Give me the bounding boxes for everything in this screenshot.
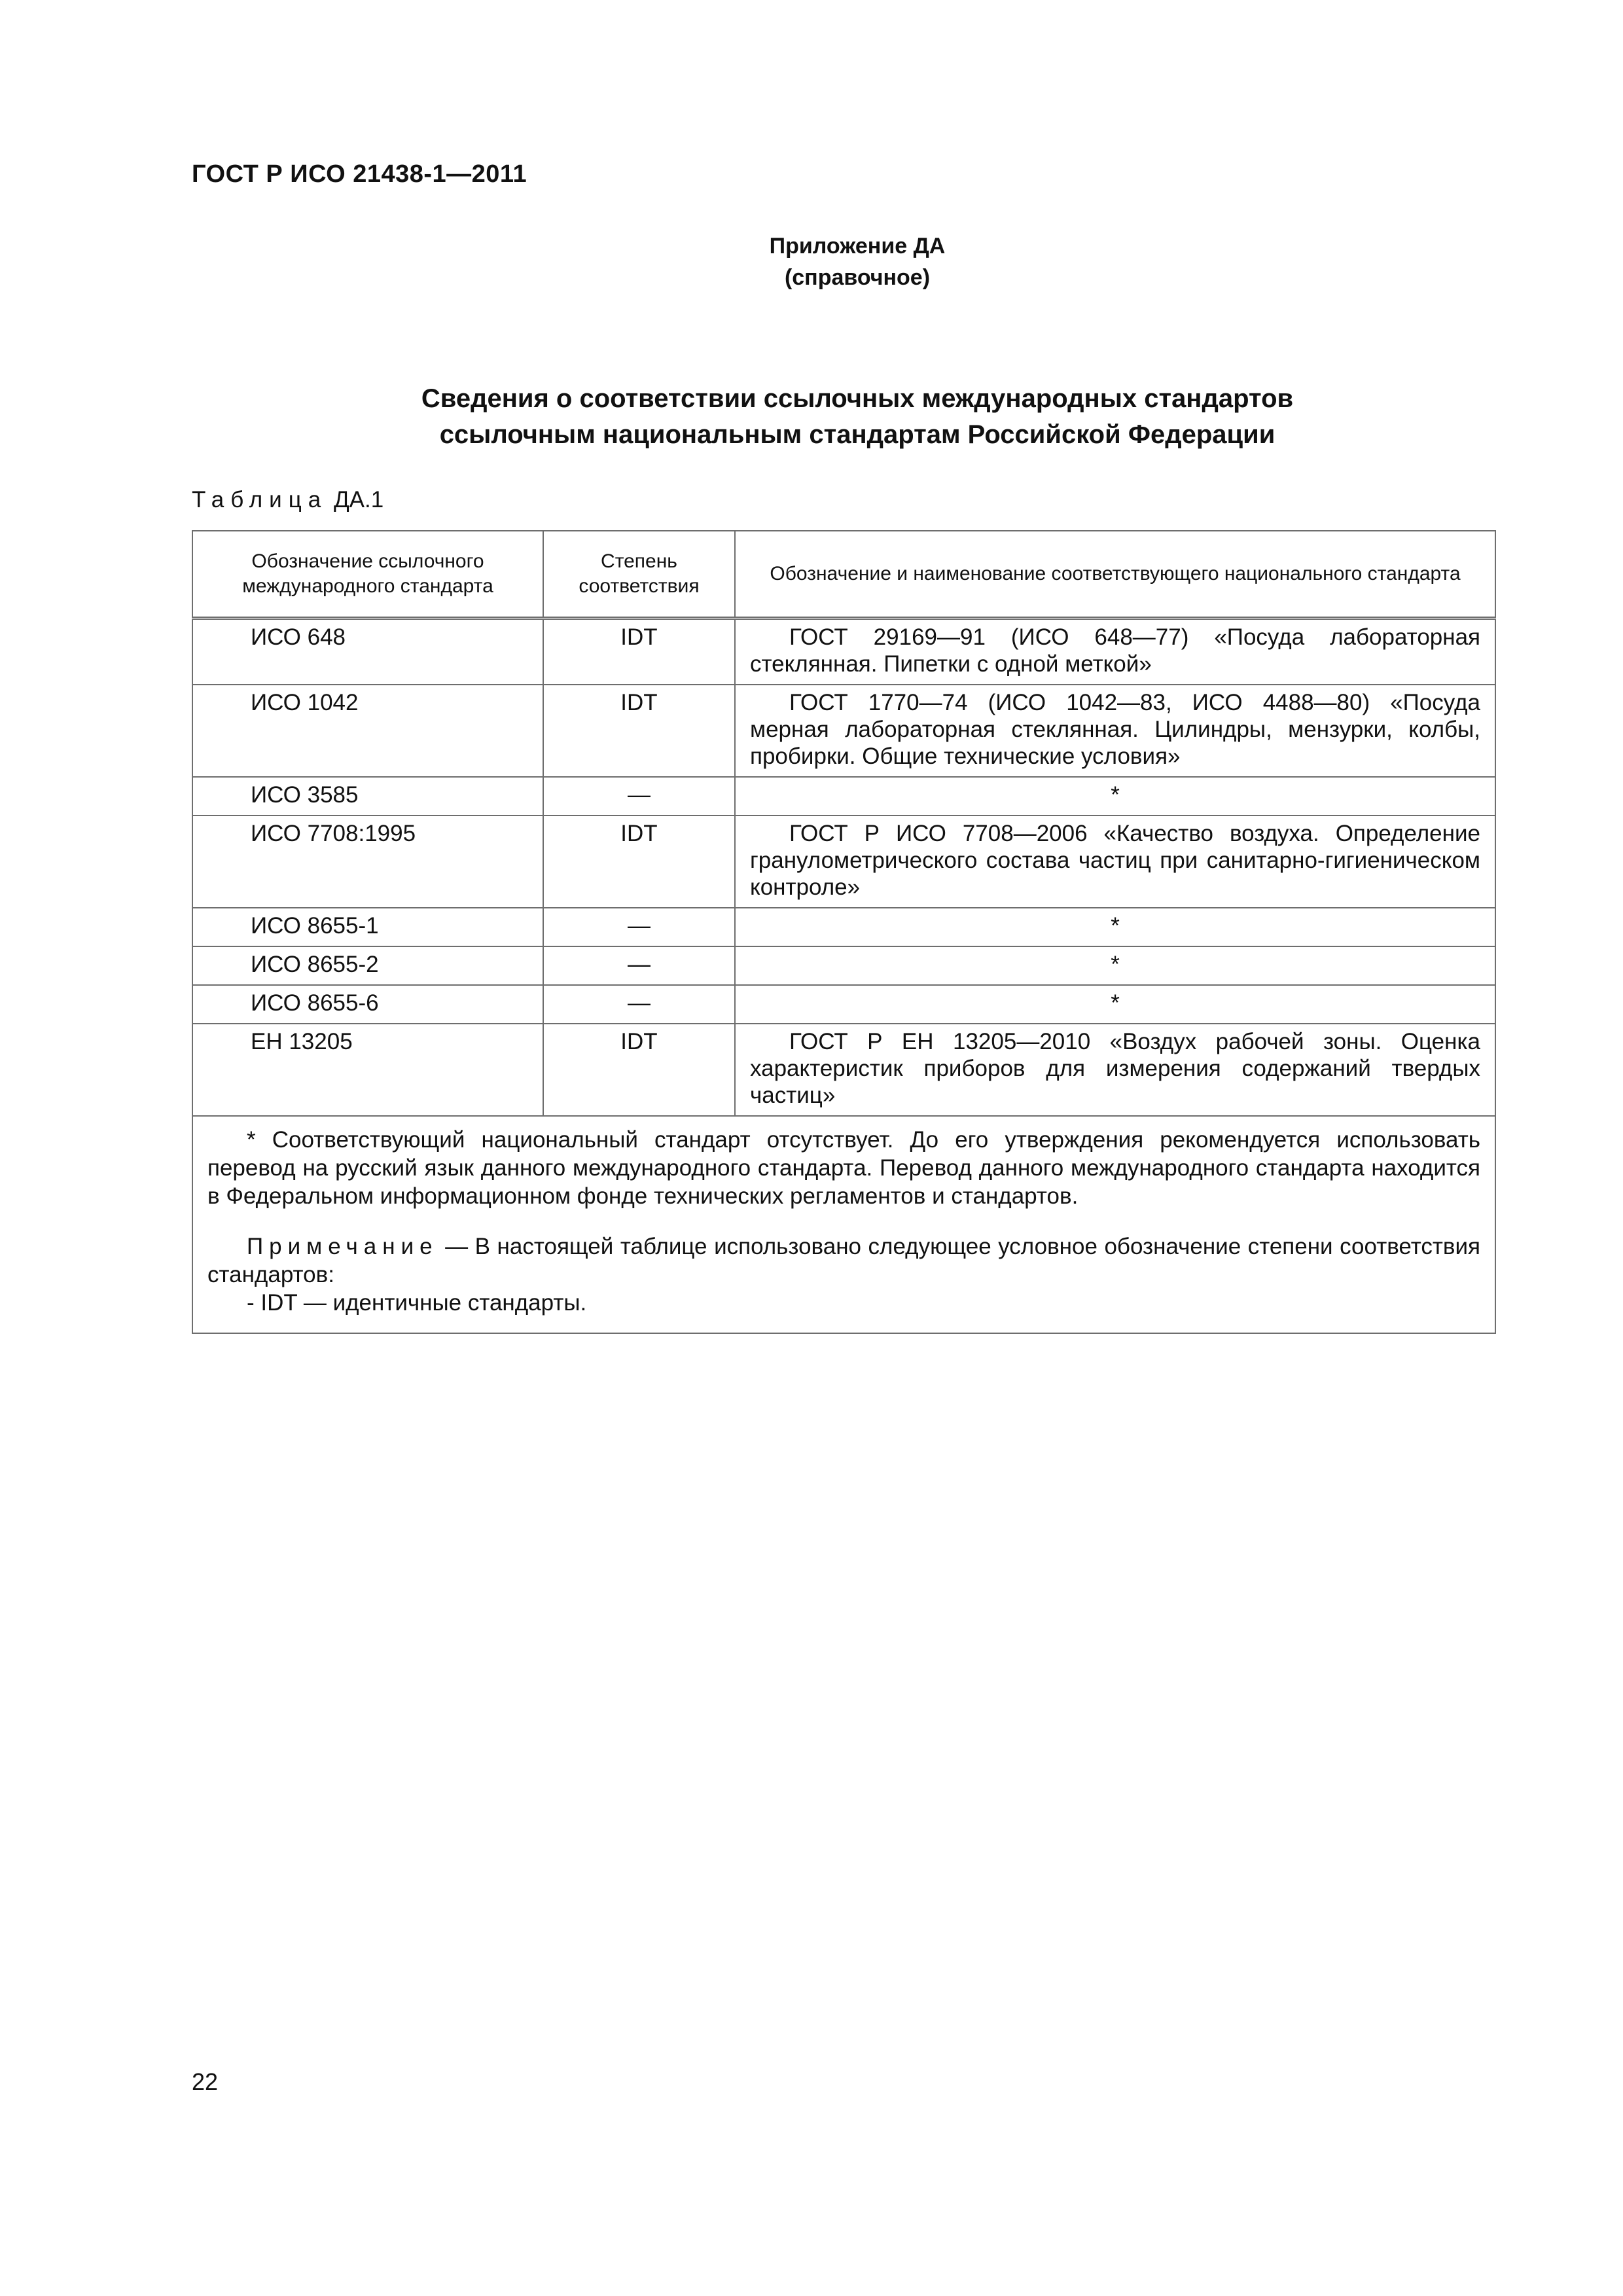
table-row	[192, 985, 1495, 1024]
cell-degree: IDT	[543, 685, 735, 777]
cell-intl: ИСО 3585	[192, 777, 543, 816]
cell-national: *	[735, 777, 1495, 816]
cell-degree: IDT	[543, 816, 735, 908]
note-item	[207, 1289, 1480, 1317]
note-text: — В настоящей таблице использовано следующее условное обозначение степени соответствия стандартов:	[207, 1234, 1480, 1287]
cell-degree: IDT	[543, 1024, 735, 1116]
note-word: Примечание	[247, 1234, 438, 1259]
table-notes-row	[192, 1116, 1495, 1333]
table-row	[192, 816, 1495, 908]
cell-national: *	[735, 985, 1495, 1024]
cell-intl: ИСО 8655-6	[192, 985, 543, 1024]
cell-national	[735, 816, 1495, 908]
header-degree-line-2: соответствия	[579, 575, 700, 597]
table-row	[192, 946, 1495, 985]
cell-intl: ИСО 1042	[192, 685, 543, 777]
table-header-row	[192, 531, 1495, 619]
cell-national-text: ГОСТ Р ЕН 13205—2010 «Воздух рабочей зоны. Оценка характеристик приборов для измерения содержаний твердых частиц»	[750, 1029, 1480, 1108]
cell-intl: ИСО 648	[192, 619, 543, 685]
table-row	[192, 619, 1495, 685]
header-intl-line-1: Обозначение ссылочного	[251, 550, 484, 572]
cell-degree: —	[543, 777, 735, 816]
page-number: 22	[192, 2068, 219, 2095]
table-notes	[192, 1116, 1495, 1333]
table-row	[192, 685, 1495, 777]
header-intl-line-2: международного стандарта	[242, 575, 493, 597]
cell-degree: —	[543, 908, 735, 946]
cell-national	[735, 1024, 1495, 1116]
table-caption-number: ДА.1	[333, 487, 384, 512]
cell-intl: ИСО 7708:1995	[192, 816, 543, 908]
cell-national	[735, 685, 1495, 777]
document-code: ГОСТ Р ИСО 21438-1—2011	[192, 160, 527, 188]
table-caption-word: Таблица	[192, 487, 328, 512]
cell-degree: —	[543, 946, 735, 985]
cell-intl: ИСО 8655-1	[192, 908, 543, 946]
appendix-title: Приложение ДА	[769, 234, 946, 259]
cell-intl: ИСО 8655-2	[192, 946, 543, 985]
note	[207, 1232, 1480, 1289]
header-degree	[543, 531, 735, 619]
note-item-text: - IDT — идентичные стандарты.	[247, 1290, 587, 1316]
header-intl-standard	[192, 531, 543, 619]
appendix-subtitle: (справочное)	[784, 265, 931, 290]
table-caption	[192, 487, 383, 513]
cell-national: *	[735, 946, 1495, 985]
cell-national	[735, 619, 1495, 685]
cell-degree: IDT	[543, 619, 735, 685]
appendix-heading	[0, 230, 1623, 293]
table-row	[192, 1024, 1495, 1116]
footnote	[207, 1126, 1480, 1210]
cell-national-text: ГОСТ 1770—74 (ИСО 1042—83, ИСО 4488—80) «Посуда мерная лабораторная стеклянная. Цилиндры, мензурки, колбы, пробирки. Общие технические условия»	[750, 690, 1480, 769]
table-row	[192, 908, 1495, 946]
cell-degree: —	[543, 985, 735, 1024]
header-national-standard: Обозначение и наименование соответствующего национального стандарта	[735, 531, 1495, 619]
correspondence-table	[192, 530, 1496, 1334]
header-degree-line-1: Степень	[601, 550, 677, 572]
table-row	[192, 777, 1495, 816]
footnote-text: * Соответствующий национальный стандарт отсутствует. До его утверждения рекомендуется использовать перевод на русский язык данного международного стандарта. Перевод данного международного стандарта находится в Федеральном информационном фонде технических регламентов и стандартов.	[207, 1127, 1480, 1209]
cell-national: *	[735, 908, 1495, 946]
cell-national-text: ГОСТ Р ИСО 7708—2006 «Качество воздуха. Определение гранулометрического состава частиц при санитарно-гигиеническом контроле»	[750, 821, 1480, 900]
cell-national-text: ГОСТ 29169—91 (ИСО 648—77) «Посуда лабораторная стеклянная. Пипетки с одной меткой»	[750, 624, 1480, 677]
section-title-line-2: ссылочным национальным стандартам Российской Федерации	[439, 420, 1275, 449]
section-title-line-1: Сведения о соответствии ссылочных международных стандартов	[421, 384, 1294, 413]
cell-intl: ЕН 13205	[192, 1024, 543, 1116]
section-title	[0, 381, 1623, 453]
